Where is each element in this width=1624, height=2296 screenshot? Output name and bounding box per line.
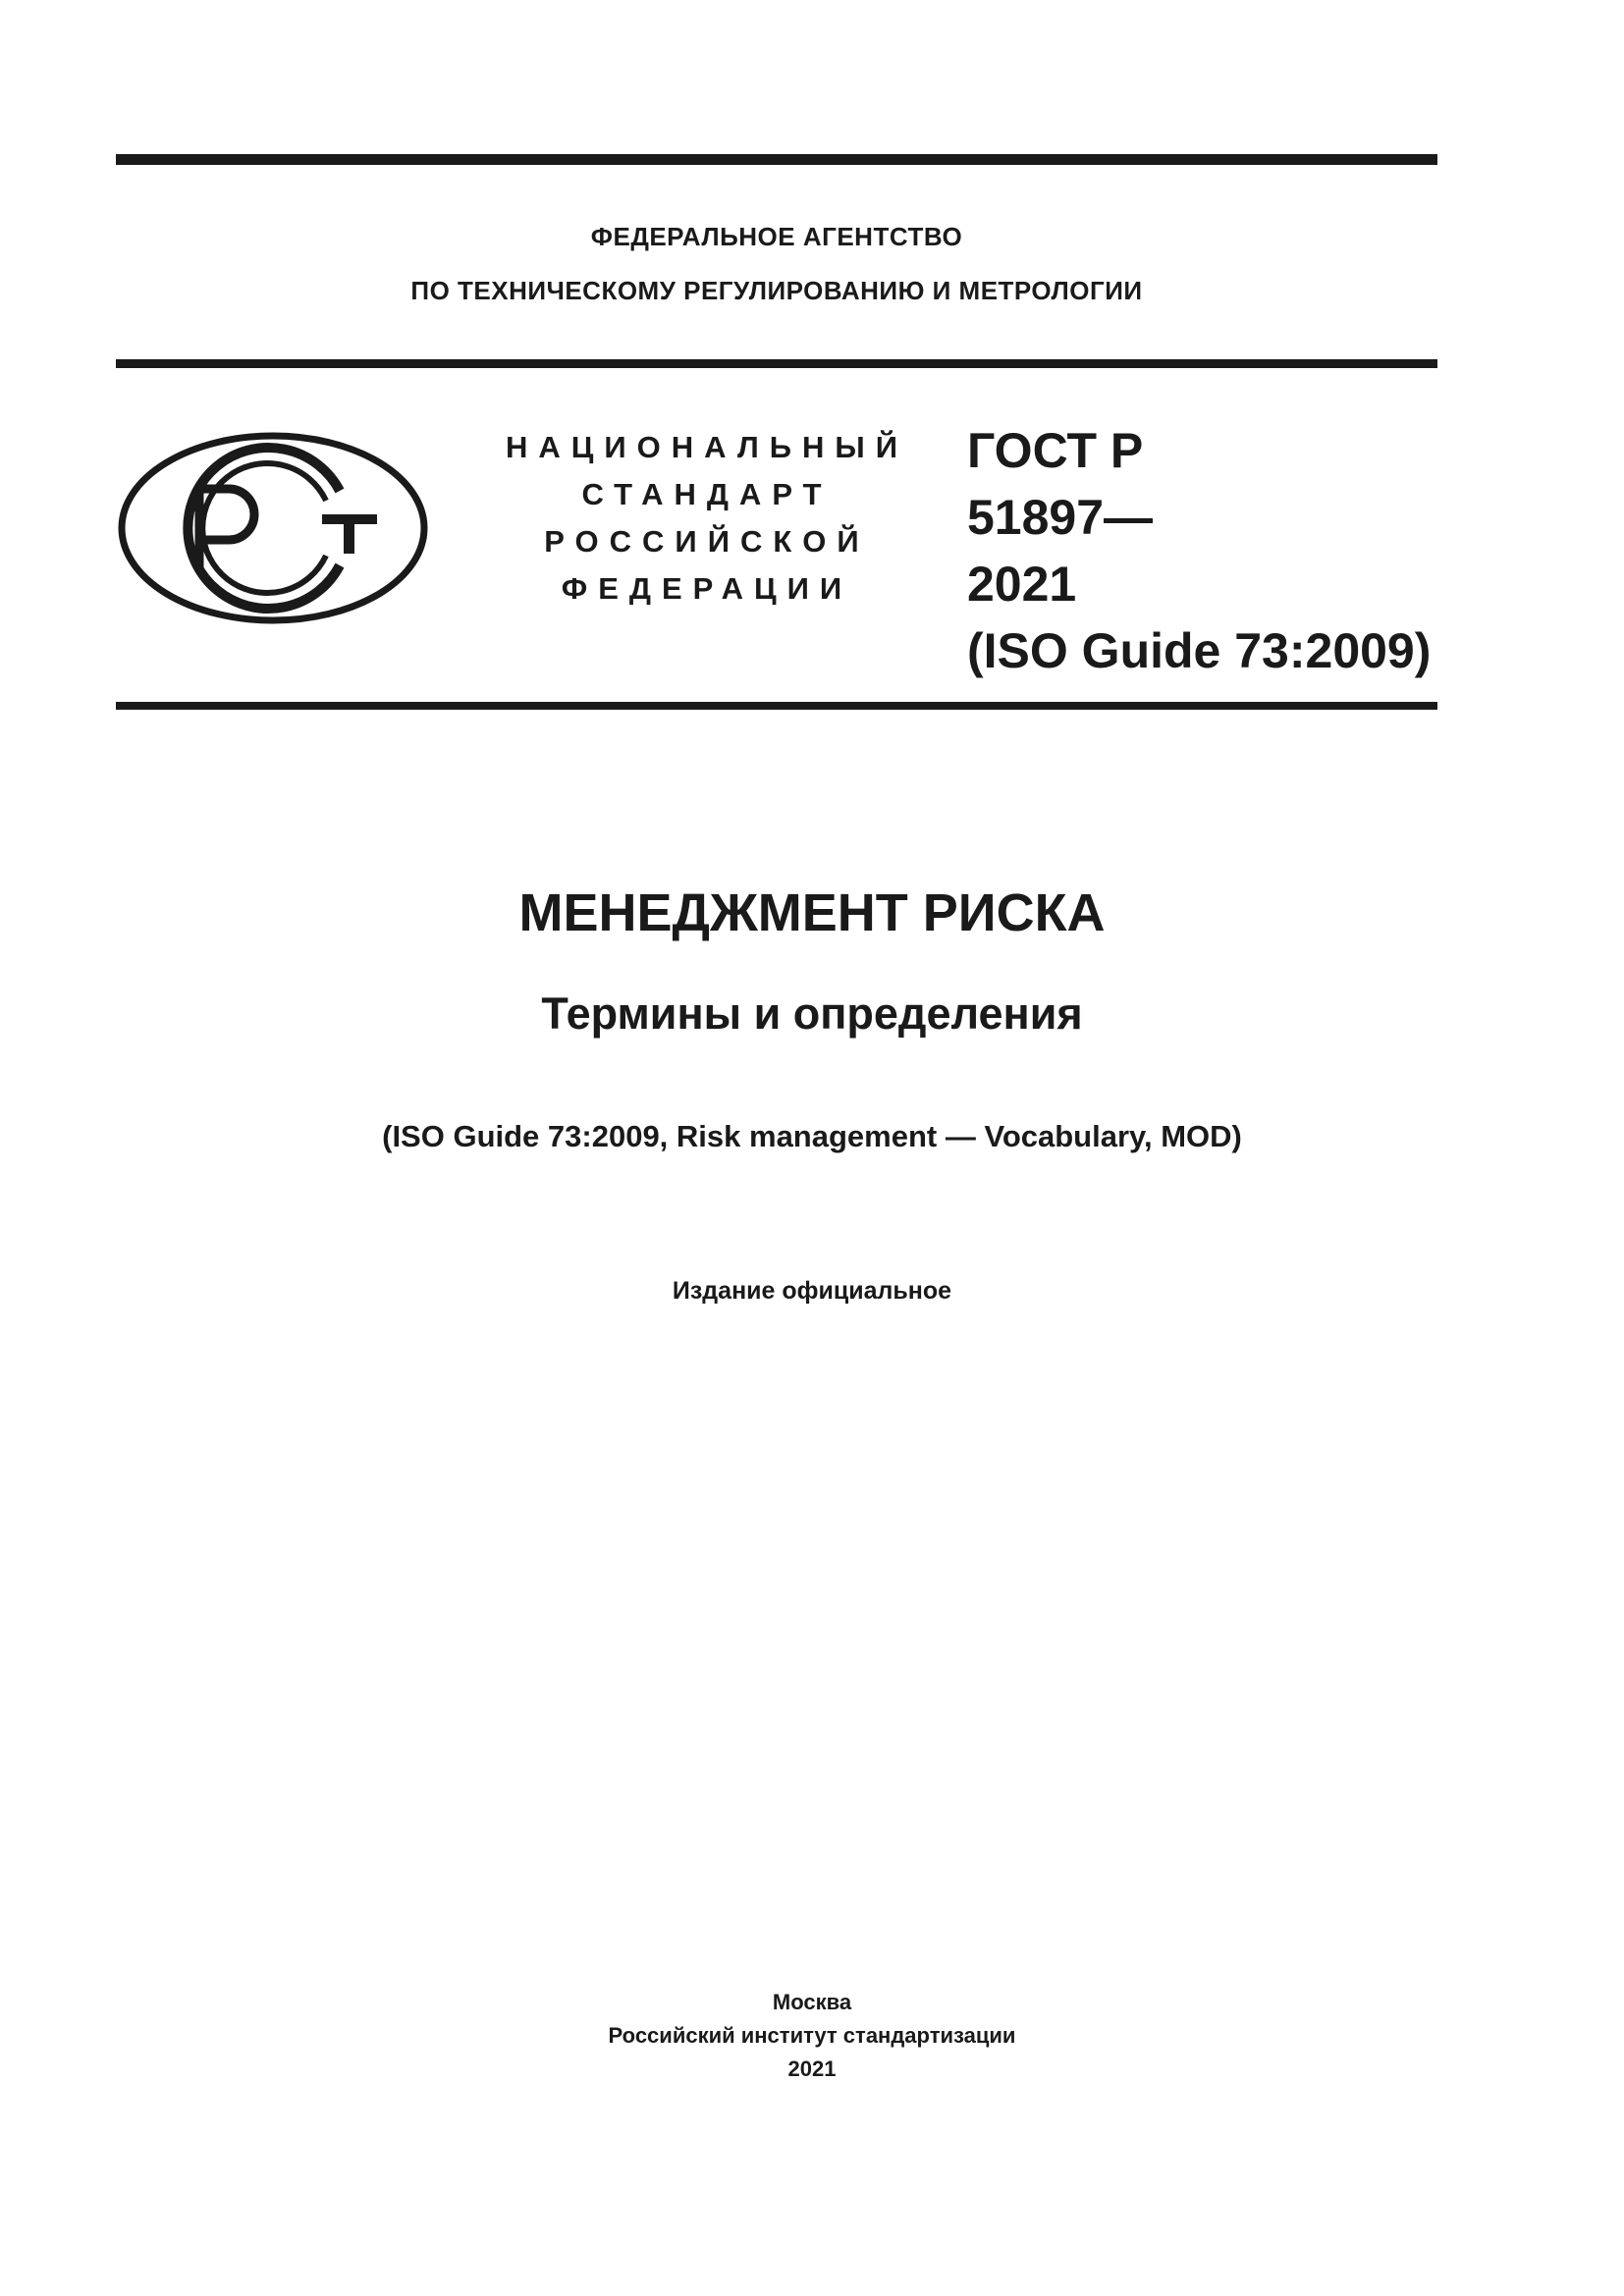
national-standard-label [471,424,943,613]
standard-designation [967,417,1431,684]
bottom-rule [116,702,1437,710]
iso-reference: (ISO Guide 73:2009, Risk management — Vocabulary, MOD) [382,1119,1242,1153]
agency-line-1: ФЕДЕРАЛЬНОЕ АГЕНТСТВО [590,222,963,251]
publisher-block [0,1986,1624,2086]
national-standard-line: НАЦИОНАЛЬНЫЙ [505,430,909,464]
rst-certification-mark-icon [116,430,430,626]
middle-rule [116,359,1437,368]
designation-line: (ISO Guide 73:2009) [967,623,1432,678]
publisher-institute: Российский институт стандартизации [608,2023,1016,2048]
agency-line-2: ПО ТЕХНИЧЕСКОМУ РЕГУЛИРОВАНИЮ И МЕТРОЛОГИИ [410,276,1143,305]
national-standard-line: СТАНДАРТ [581,477,833,511]
top-rule [116,154,1437,165]
edition-note: Издание официальное [672,1277,952,1305]
document-title: МЕНЕДЖМЕНТ РИСКА [518,883,1106,942]
publisher-city: Москва [772,1990,852,2014]
document-subtitle: Термины и определения [541,988,1083,1039]
designation-line: 2021 [967,557,1077,612]
publisher-year: 2021 [787,2056,837,2081]
national-standard-line: РОССИЙСКОЙ [544,524,870,559]
national-standard-line: ФЕДЕРАЦИИ [561,571,853,606]
designation-line: ГОСТ Р [967,423,1144,478]
designation-line: 51897— [967,490,1154,545]
